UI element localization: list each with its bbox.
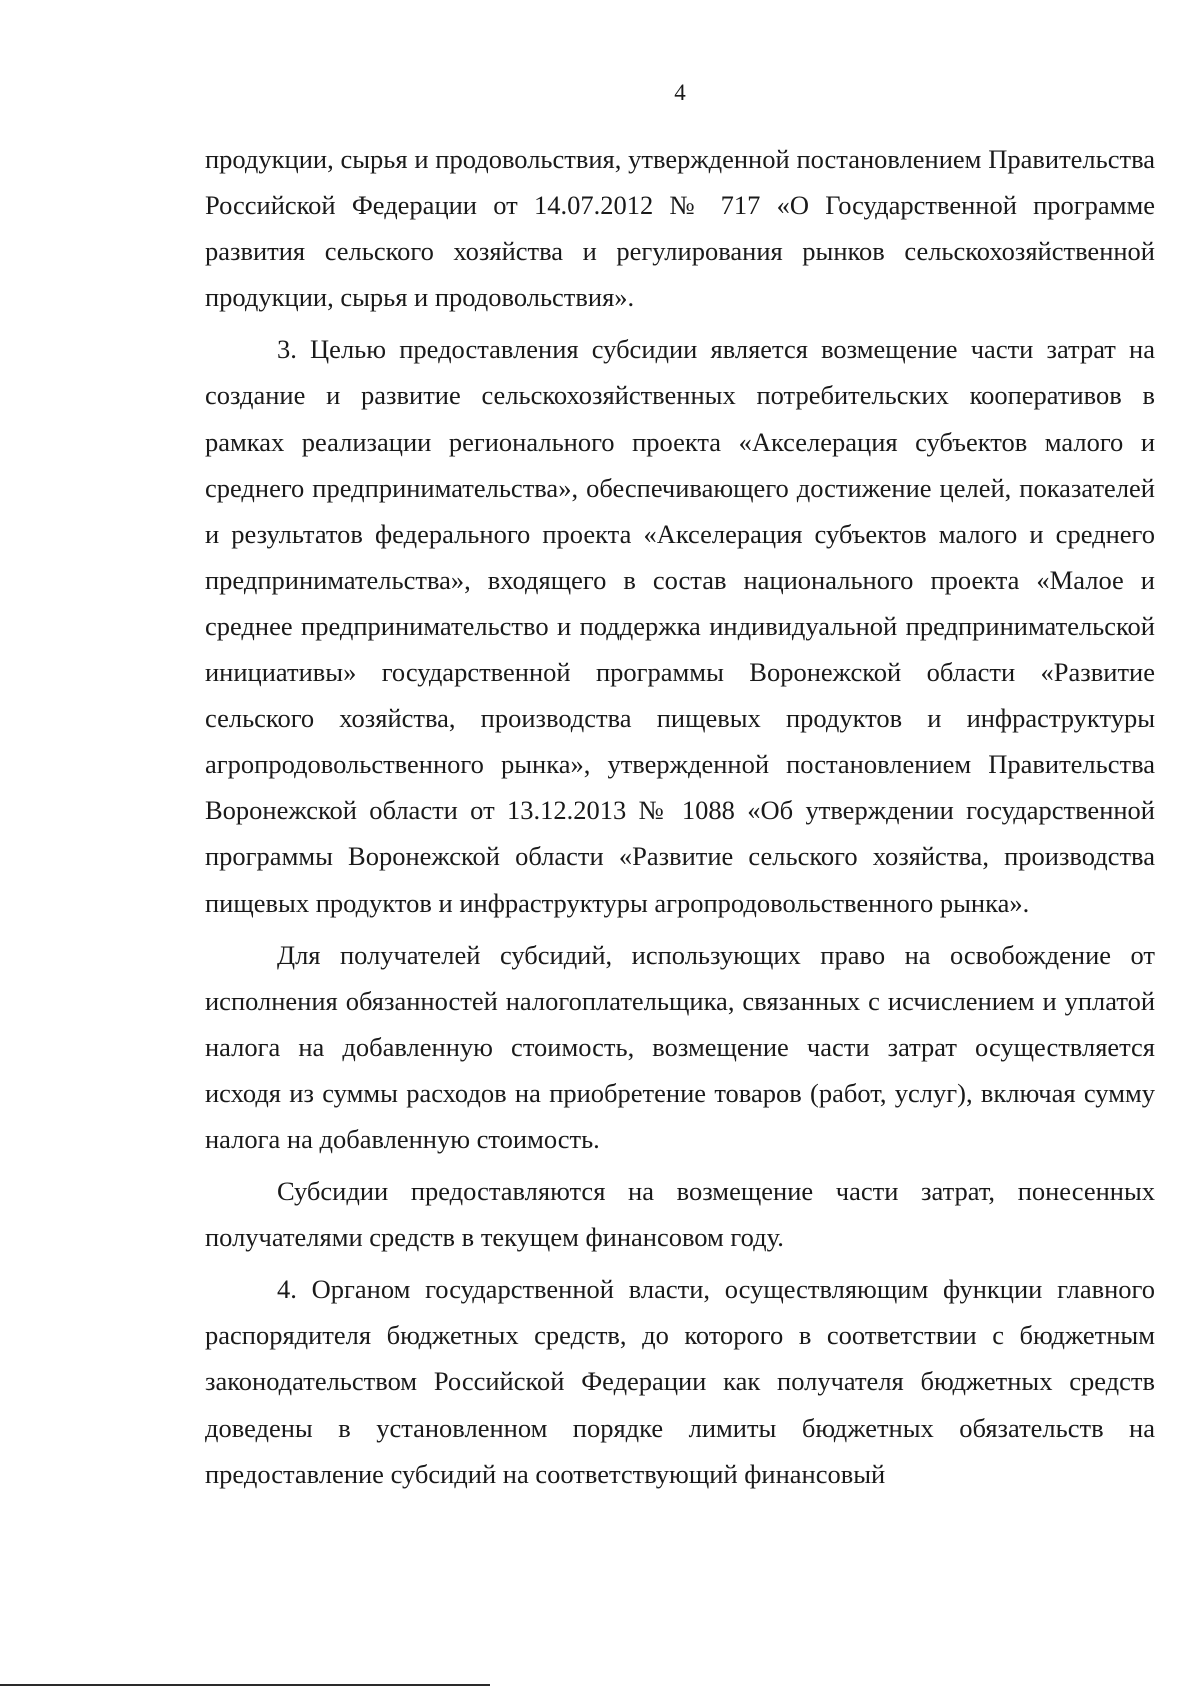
paragraph-item-4: 4. Органом государственной власти, осуществляющим функции главного распорядителя бюджетных средств, до которого в соответствии с бюджетным законодательством Российской Федерации как получателя бюджетных средств доведены в установленном порядке лимиты бюджетных обязательств на предоставление субсидий на соответствующий финансовый: [205, 1274, 1155, 1489]
paragraph-current-year-costs: Субсидии предоставляются на возмещение части затрат, понесенных получателями средств в текущем финансовом году.: [205, 1176, 1155, 1253]
paragraph-item-3: 3. Целью предоставления субсидии является возмещение части затрат на создание и развитие сельскохозяйственных потребительских кооперативов в рамках реализации регионального проекта «Акселерация субъектов малого и среднего предпринимательства», обеспечивающего достижение целей, показателей и результатов федерального проекта «Акселерация субъектов малого и среднего предпринимательства», входящего в состав национального проекта «Малое и среднее предпринимательство и поддержка индивидуальной предпринимательской инициативы» государственной программы Воронежской области «Развитие сельского хозяйства, производства пищевых продуктов и инфраструктуры агропродовольственного рынка», утвержденной постановлением Правительства Воронежской области от 13.12.2013 № 1088 «Об утверждении государственной программы Воронежской области «Развитие сельского хозяйства, производства пищевых продуктов и инфраструктуры агропродовольственного рынка».: [205, 334, 1155, 918]
paragraph-continuation: продукции, сырья и продовольствия, утвержденной постановлением Правительства Российской Федерации от 14.07.2012 № 717 «О Государственной программе развития сельского хозяйства и регулирования рынков сельскохозяйственной продукции, сырья и продовольствия».: [205, 144, 1155, 313]
document-body: [205, 136, 1155, 1497]
footer-rule: [0, 1684, 490, 1686]
paragraph-vat-exemption: Для получателей субсидий, использующих право на освобождение от исполнения обязанностей налогоплательщика, связанных с исчислением и уплатой налога на добавленную стоимость, возмещение части затрат осуществляется исходя из суммы расходов на приобретение товаров (работ, услуг), включая сумму налога на добавленную стоимость.: [205, 939, 1155, 1154]
page-number: 4: [674, 80, 686, 105]
